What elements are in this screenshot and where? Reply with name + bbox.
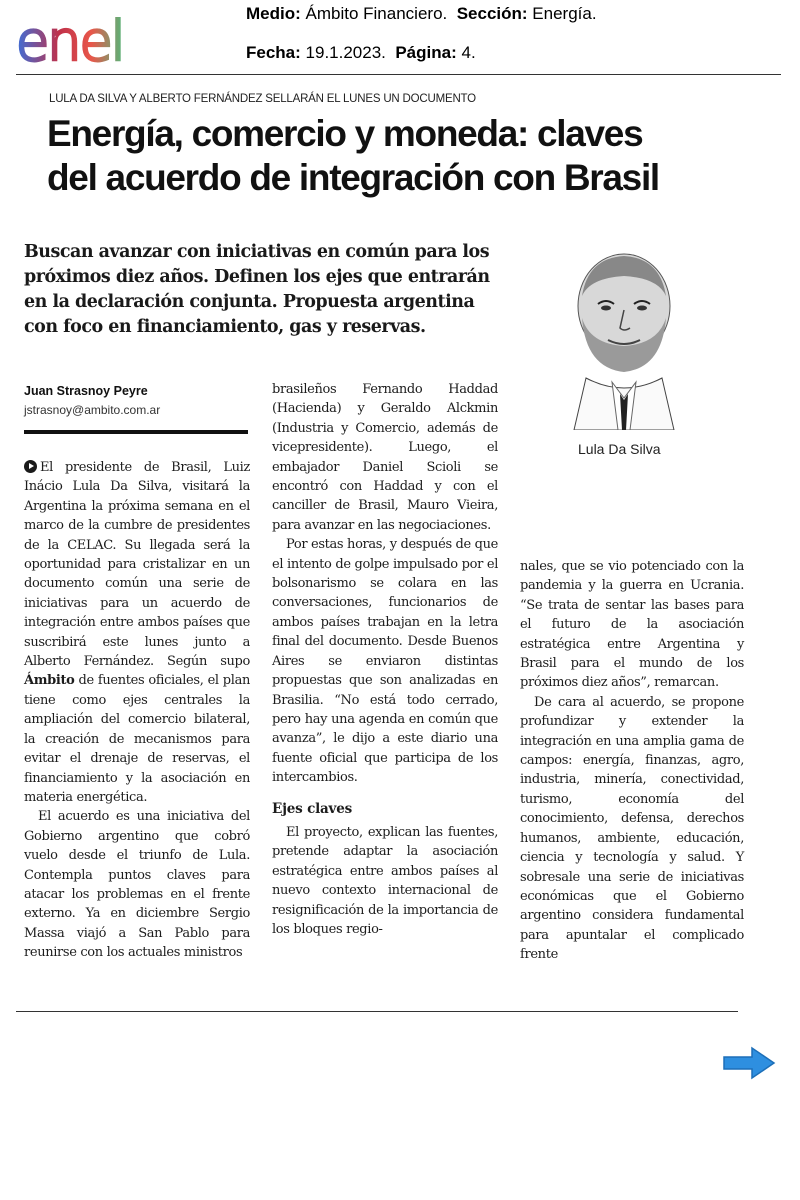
header-divider <box>16 74 781 75</box>
body-paragraph: brasileños Fernando Haddad (Hacienda) y Geraldo Alckmin (Industria y Comercio, además de vicepresidente). Luego, el embajador Daniel Scioli se encontró con Haddad y con el canciller de Brasil, Mauro Vieira, para avanzar en las negociaciones. <box>272 382 498 533</box>
footer-divider <box>16 1011 738 1012</box>
author-name: Juan Strasnoy Peyre <box>24 384 148 398</box>
lula-portrait-photo <box>568 248 680 430</box>
enel-logo <box>16 14 176 70</box>
body-paragraph: El presidente de Brasil, Luiz Inácio Lula Da Silva, visitará la Argentina la próxima semana en el marco de la cumbre de presidentes de la CELAC. Su llegada será la oportunidad para cristalizar en un documento común una serie de iniciativas para un acuerdo de integración entre ambos países que suscribirá este lunes junto a Alberto Fernández. Según supo Ámbito de fuentes oficiales, el plan tiene como ejes centrales la ampliación del comercio bilateral, la creación de mecanismos para evitar el drenaje de reservas, el financiamiento y la asociación en materia energética. <box>24 460 250 805</box>
photo-caption: Lula Da Silva <box>578 441 661 457</box>
byline-divider <box>24 430 248 434</box>
section-subhead: Ejes claves <box>272 800 352 817</box>
article-column-2 <box>272 380 498 939</box>
article-deck: Buscan avanzar con iniciativas en común para los próximos diez años. Definen los ejes que entrarán en la declaración conjunta. Propuesta argentina con foco en financiamiento, gas y reservas. <box>24 242 490 337</box>
meta-line-medio: Medio: Ámbito Financiero. Sección: Energía. <box>246 4 597 23</box>
body-paragraph: El acuerdo es una iniciativa del Gobierno argentino que cobró vuelo desde el triunfo de Lula. Contempla puntos claves para atacar los problemas en el frente externo. Ya en diciembre Sergio Massa viajó a San Pablo para reunirse con los actuales ministros <box>24 809 250 961</box>
body-paragraph: nales, que se vio potenciado con la pandemia y la guerra en Ucrania. “Se trata de sentar las bases para el futuro de la asociación estratégica entre Argentina y Brasil para el mundo de los próximos diez años”, remarcan. <box>520 559 744 691</box>
body-paragraph: De cara al acuerdo, se propone profundizar y extender la integración en una amplia gama de campos: energía, finanzas, agro, industria, minería, conectividad, turismo, economía del conocimiento, defensa, derechos humanos, ambiente, educación, ciencia y tecnología y salud. Y sobresale una serie de iniciativas económicas que el Gobierno argentino considera fundamental para apuntalar el complicado frente <box>520 694 744 963</box>
body-paragraph: El proyecto, explican las fuentes, pretende adaptar la asociación estratégica entre ambos países al nuevo contexto internacional de resignificación de la importancia de los bloques regio- <box>272 824 498 937</box>
author-email[interactable]: jstrasnoy@ambito.com.ar <box>24 403 161 417</box>
right-arrow-icon[interactable] <box>722 1046 776 1080</box>
article-column-3 <box>520 557 744 965</box>
article-column-1 <box>24 458 250 963</box>
logo-wordmark: enel <box>16 14 124 70</box>
body-paragraph: Por estas horas, y después de que el intento de golpe impulsado por el bolsonarismo se colara en las conversaciones, funcionarios de ambos países trabajan en la letra final del documento. Desde Buenos Aires se enviaron distintas propuestas que son analizadas en Brasilia. “No está todo cerrado, pero hay una agenda en común que avanza”, le dijo a este diario una fuente oficial que participa de los intercambios. <box>272 537 498 786</box>
play-bullet-icon <box>24 460 37 473</box>
article-kicker: LULA DA SILVA Y ALBERTO FERNÁNDEZ SELLARÁN EL LUNES UN DOCUMENTO <box>49 93 476 105</box>
article-headline: Energía, comercio y moneda: claves del acuerdo de integración con Brasil <box>47 113 659 198</box>
meta-line-fecha: Fecha: 19.1.2023. Página: 4. <box>246 43 476 62</box>
